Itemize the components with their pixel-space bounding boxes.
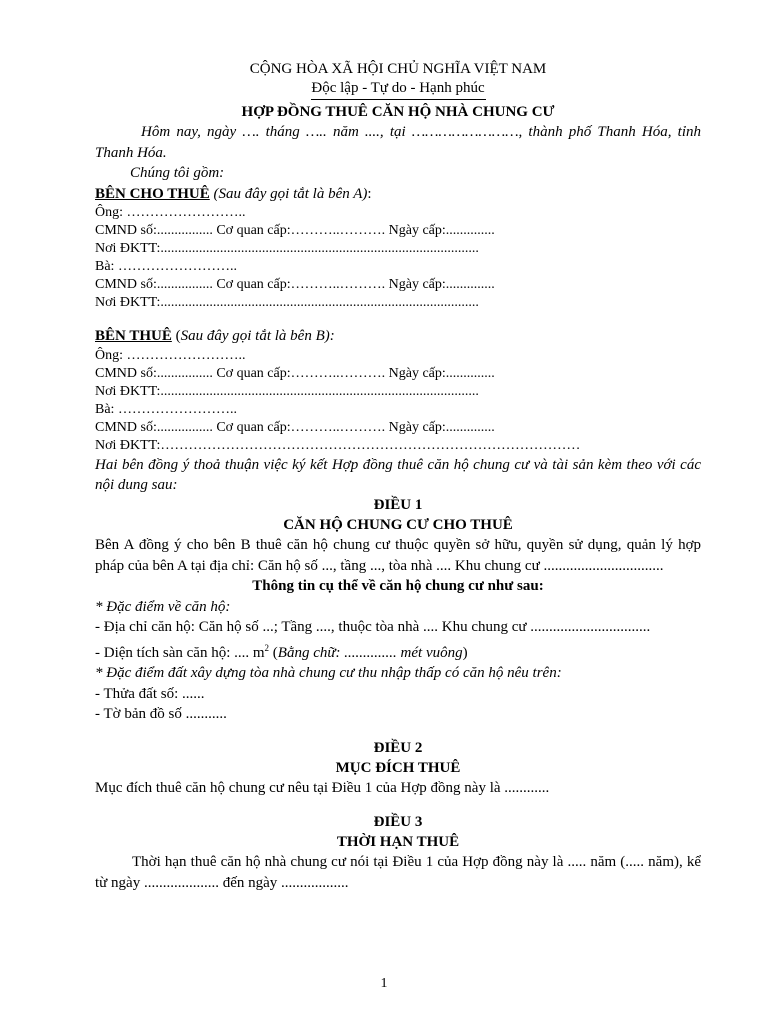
spacer — [95, 725, 701, 739]
party-a-note: (Sau đây gọi tắt là bên A) — [209, 185, 368, 202]
party-a-colon: : — [367, 185, 372, 202]
motto: Độc lập - Tự do - Hạnh phúc — [311, 80, 485, 96]
article-3-number: ĐIỀU 3 — [373, 813, 423, 830]
land-plot-number: - Thửa đất số: ...... — [95, 685, 205, 702]
party-b-note: Sau đây gọi tắt là bên B): — [180, 328, 335, 344]
motto-underline — [311, 99, 486, 100]
article-2-number: ĐIỀU 2 — [373, 739, 423, 756]
article-2-body: Mục đích thuê căn hộ chung cư nêu tại Điều 1 của Hợp đồng này là ............ — [95, 780, 550, 796]
party-b-line: Bà: …………………….. — [95, 401, 237, 417]
party-a-heading — [95, 184, 701, 205]
party-b-line: Nơi ĐKTT:……………………………………………………………………………… — [95, 437, 581, 453]
party-b-line: CMND số:................ Cơ quan cấp:………..………. Ngày cấp:.............. — [95, 365, 495, 381]
contract-title: HỢP ĐỒNG THUÊ CĂN HỘ NHÀ CHUNG CƯ — [241, 104, 555, 120]
area-unit-superscript: 2 — [264, 642, 270, 653]
party-b-label: BÊN THUÊ — [95, 328, 172, 344]
party-a-line: Nơi ĐKTT:........................................................................................... — [95, 241, 479, 256]
spacer — [95, 312, 701, 326]
party-a-line: Bà: …………………….. — [95, 259, 237, 274]
intro-we-include: Chúng tôi gồm: — [130, 165, 225, 181]
apartment-features-label: * Đặc điểm về căn hộ: — [95, 598, 231, 615]
party-a-line: Ông: …………………….. — [95, 205, 246, 220]
apartment-address: - Địa chỉ căn hộ: Căn hộ số ...; Tầng ...., thuộc tòa nhà .... Khu chung cư ................................ — [95, 619, 651, 635]
document-page — [95, 60, 701, 893]
party-b-line: CMND số:................ Cơ quan cấp:………..………. Ngày cấp:.............. — [95, 419, 495, 435]
nation-heading: CỘNG HÒA XÃ HỘI CHỦ NGHĨA VIỆT NAM — [249, 61, 547, 77]
party-a-line: Nơi ĐKTT:........................................................................................... — [95, 295, 479, 310]
article-2-heading: MỤC ĐÍCH THUÊ — [335, 759, 461, 776]
party-a-line: CMND số:................ Cơ quan cấp:………..………. Ngày cấp:.............. — [95, 223, 495, 238]
article-1-body: Bên A đồng ý cho bên B thuê căn hộ chung cư thuộc quyền sở hữu, quyền sử dụng, quản lý hợp pháp của bên A tại địa chỉ: Căn hộ số ..., tầng ..., tòa nhà .... Khu chung cư ................................ — [95, 537, 701, 574]
article-3-body: Thời hạn thuê căn hộ nhà chung cư nói tại Điều 1 của Hợp đồng này là ..... năm (..... năm), kể từ ngày .................... đến ngày .................. — [95, 854, 701, 891]
land-features-label: * Đặc điểm đất xây dựng tòa nhà chung cư thu nhập thấp có căn hộ nêu trên: — [95, 665, 562, 681]
map-sheet-number: - Tờ bản đồ số ........... — [95, 706, 227, 722]
article-1-heading: CĂN HỘ CHUNG CƯ CHO THUÊ — [283, 516, 513, 533]
spacer — [95, 799, 701, 813]
article-1-number: ĐIỀU 1 — [373, 496, 423, 513]
area-paren-open: ( — [269, 644, 278, 661]
party-b-line: Ông: …………………….. — [95, 347, 246, 363]
area-in-words: Bằng chữ: .............. mét vuông — [277, 644, 463, 661]
agreement-statement: Hai bên đồng ý thoả thuận việc ký kết Hợp đồng thuê căn hộ chung cư và tài sản kèm theo với các nội dung sau: — [95, 456, 701, 493]
area-paren-close: ) — [462, 644, 468, 661]
party-b-heading — [95, 326, 701, 347]
intro-date-place: Hôm nay, ngày …. tháng ….. năm ...., tại ……………………, thành phố Thanh Hóa, tỉnh Thanh Hóa. — [95, 124, 701, 161]
article-3-heading: THỜI HẠN THUÊ — [336, 833, 460, 850]
apartment-info-heading: Thông tin cụ thể về căn hộ chung cư như sau: — [252, 578, 544, 594]
area-prefix: - Diện tích sàn căn hộ: .... m — [95, 644, 265, 661]
party-a-label: BÊN CHO THUÊ — [95, 185, 210, 202]
apartment-area — [95, 638, 701, 664]
page-number: 1 — [380, 976, 388, 991]
party-b-line: Nơi ĐKTT:........................................................................................... — [95, 383, 479, 399]
party-b-open-paren: ( — [171, 328, 181, 344]
party-a-line: CMND số:................ Cơ quan cấp:………..………. Ngày cấp:.............. — [95, 277, 495, 292]
